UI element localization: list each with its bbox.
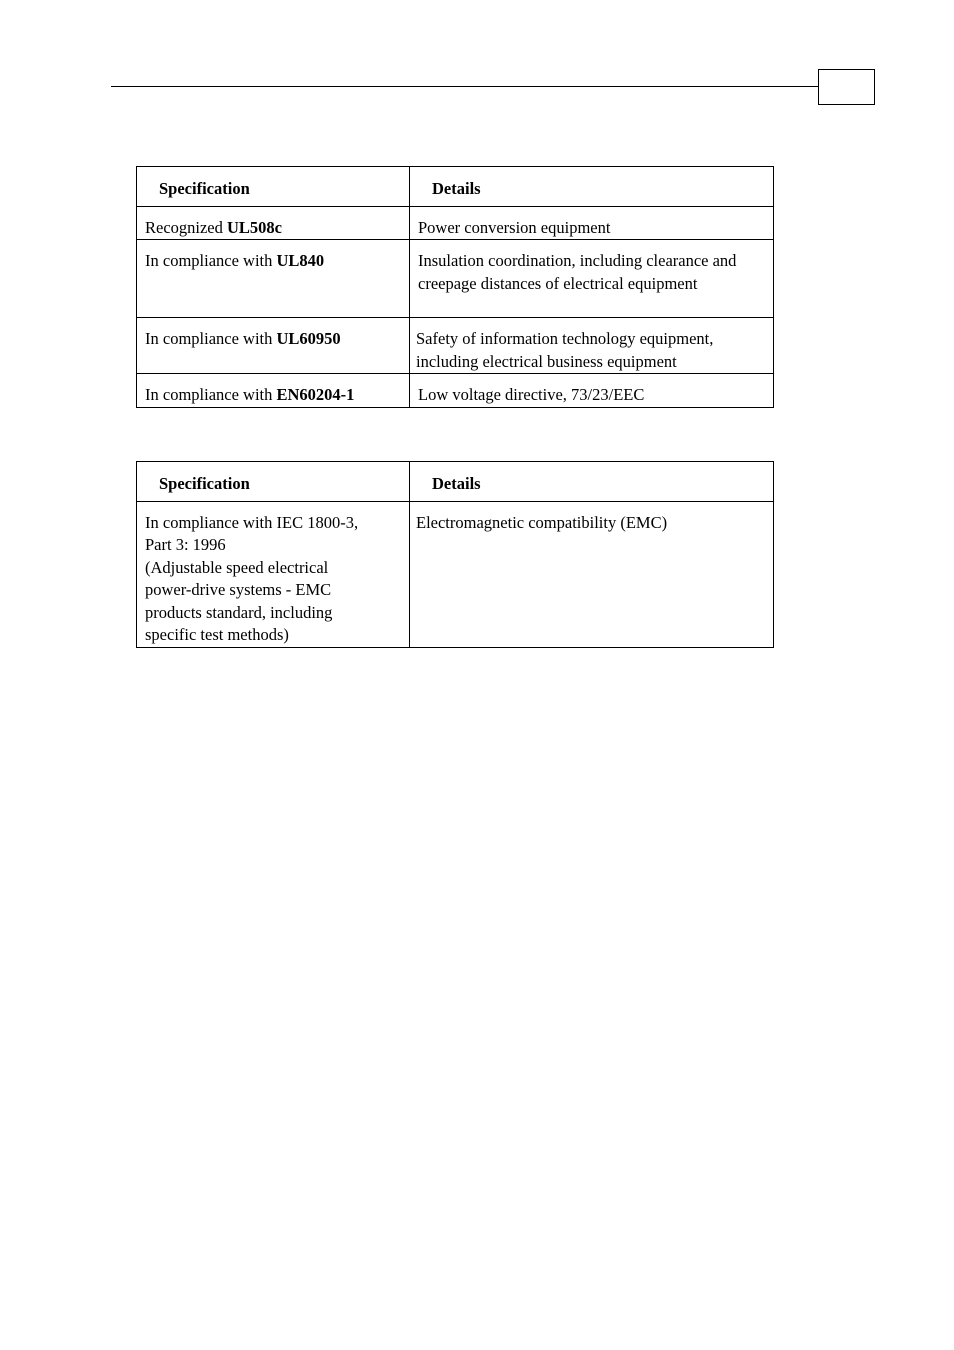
table-header-row [137,167,774,207]
spec-line: power-drive systems - EMC [145,580,332,599]
table-row [137,318,774,374]
spec-code: UL508c [227,217,283,237]
spec-code: UL840 [276,251,325,270]
column-header-details: Details [410,167,774,207]
spec-prefix: Recognized [145,217,228,237]
page-number-box [818,69,875,105]
details-cell: Safety of information technology equipment, including electrical business equipment [410,318,774,374]
table-row [137,374,774,408]
spec-line: In compliance with IEC 1800-3, [145,512,359,532]
spec-line: products standard, including [145,602,333,622]
header-rule [111,86,818,87]
spec-prefix: In compliance with [145,251,277,270]
compliance-table [136,166,774,408]
spec-code: EN60204-1 [276,385,355,404]
spec-cell [137,206,410,240]
spec-cell [137,501,410,647]
spec-code: UL60950 [276,329,341,348]
table-header-row [137,462,774,502]
table-row [137,206,774,240]
details-cell: Power conversion equipment [410,206,774,240]
column-header-specification: Specification [137,462,410,502]
details-cell: Low voltage directive, 73/23/EEC [410,374,774,408]
table-row [137,501,774,647]
spec-cell [137,374,410,408]
spec-prefix: In compliance with [145,385,277,404]
spec-prefix: In compliance with [145,329,277,348]
emc-table [136,461,774,648]
spec-line: specific test methods) [145,625,289,644]
column-header-specification: Specification [137,167,410,207]
spec-cell [137,240,410,318]
column-header-details: Details [410,462,774,502]
spec-line: Part 3: 1996 [145,535,226,554]
spec-line: (Adjustable speed electrical [145,557,329,577]
spec-cell [137,318,410,374]
table-row [137,240,774,318]
details-cell: Insulation coordination, including clearance and creepage distances of electrical equipment [410,240,774,318]
details-cell: Electromagnetic compatibility (EMC) [410,501,774,647]
